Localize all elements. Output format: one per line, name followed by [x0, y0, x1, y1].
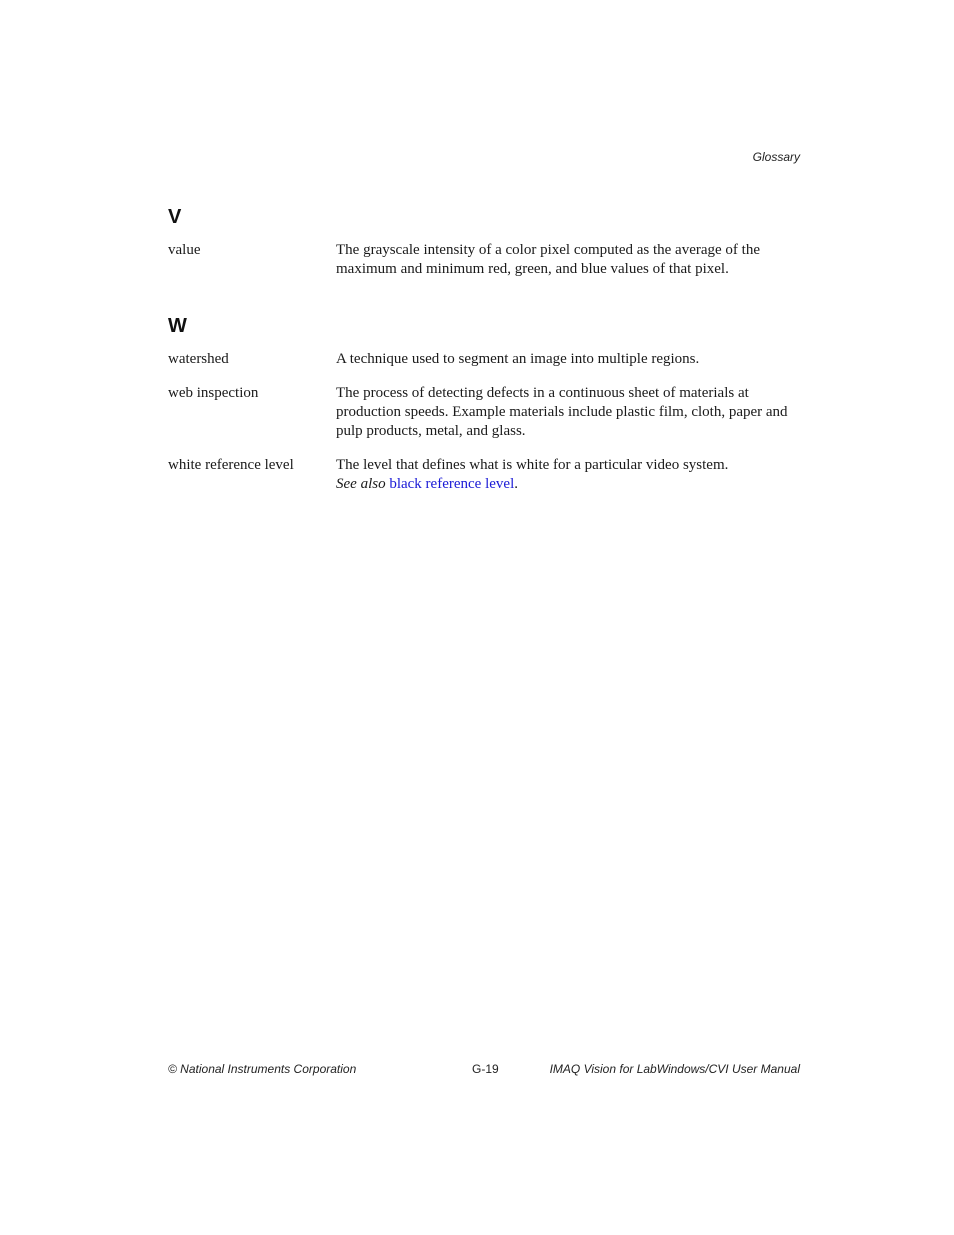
running-header: Glossary [752, 150, 800, 164]
footer-manual-title: IMAQ Vision for LabWindows/CVI User Manual [549, 1062, 800, 1076]
term-value: value [168, 242, 201, 258]
definition-text: The level that defines what is white for a particular video system. [336, 457, 729, 473]
section-letter-w: W [168, 315, 187, 337]
glossary-entry-web-inspection [168, 384, 808, 441]
see-also-line [336, 475, 808, 494]
cross-reference-link[interactable]: black reference level [389, 476, 515, 492]
definition-watershed: A technique used to segment an image into multiple regions. [336, 351, 700, 367]
glossary-section-w [168, 315, 808, 509]
term-web-inspection: web inspection [168, 385, 259, 401]
glossary-entry-white-reference-level [168, 456, 808, 494]
glossary-entry-watershed [168, 350, 808, 369]
term-watershed: watershed [168, 351, 229, 367]
definition-white-reference-level [336, 456, 808, 494]
glossary-section-v [168, 206, 808, 294]
footer-copyright: © National Instruments Corporation [168, 1062, 357, 1076]
footer-page-number: G-19 [472, 1062, 499, 1076]
definition-web-inspection: The process of detecting defects in a continuous sheet of materials at production speeds. Example materials include plastic film, cloth, paper and pulp products, metal, and glass. [336, 385, 788, 439]
see-also-label: See also [336, 476, 386, 492]
definition-value: The grayscale intensity of a color pixel computed as the average of the maximum and minimum red, green, and blue values of that pixel. [336, 242, 760, 277]
section-letter-v: V [168, 206, 182, 228]
see-also-suffix: . [514, 476, 518, 492]
term-white-reference-level: white reference level [168, 457, 294, 473]
glossary-entry-value [168, 241, 808, 279]
